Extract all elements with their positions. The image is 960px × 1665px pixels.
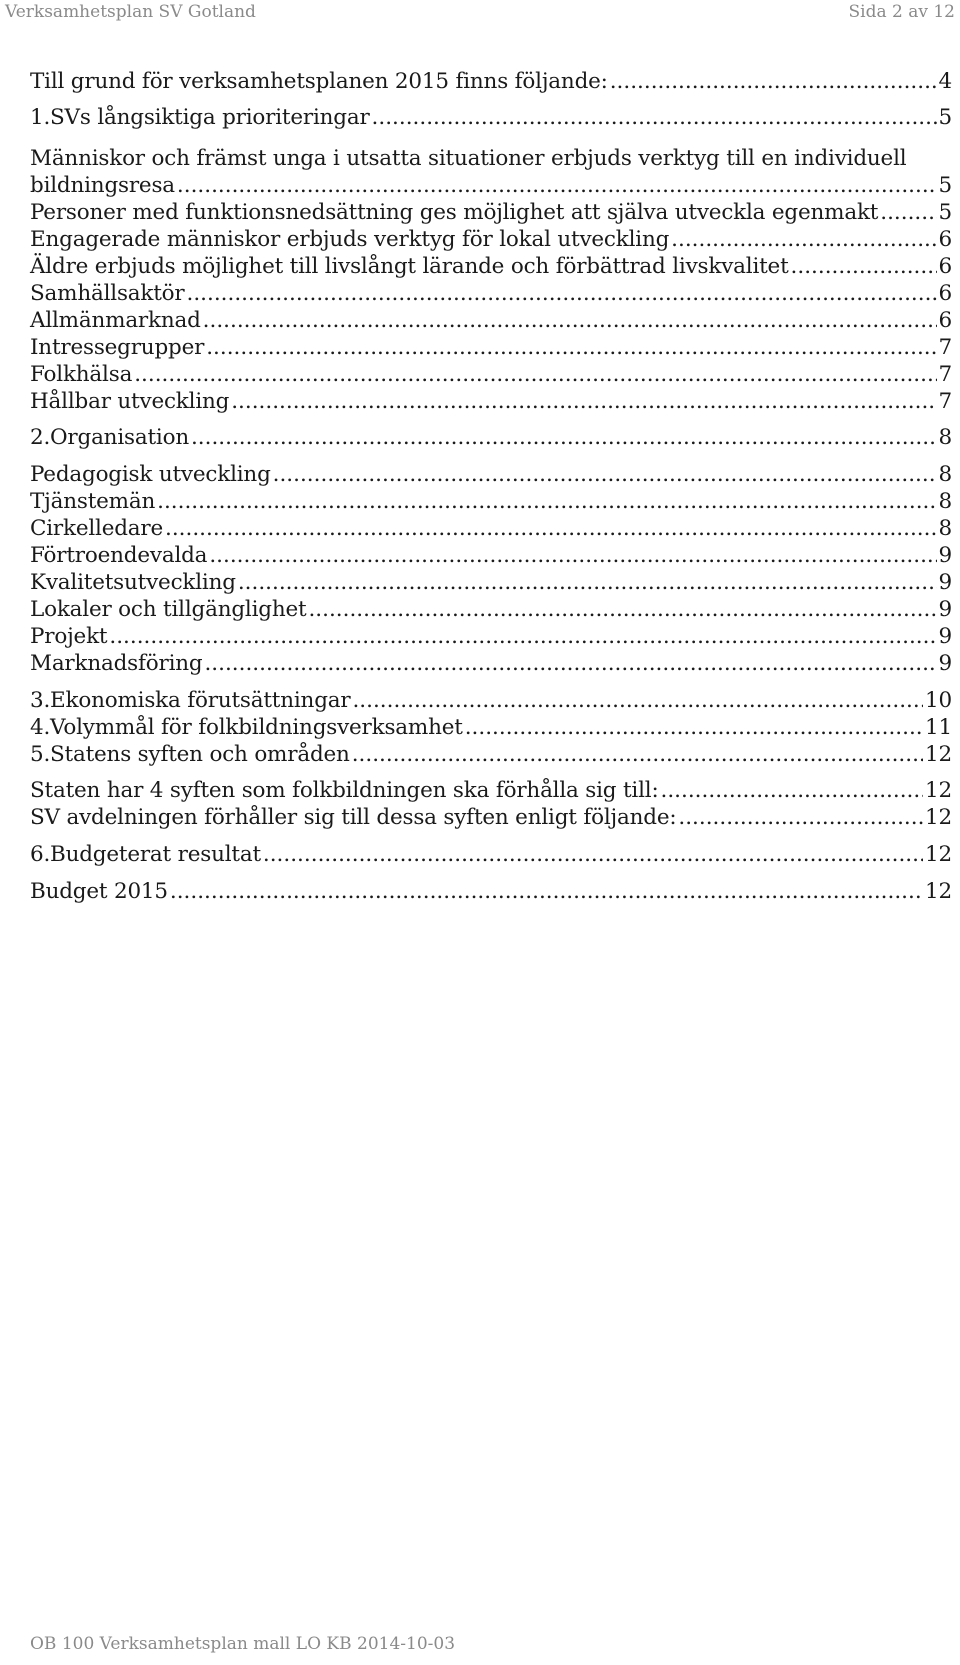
toc-entry-hallbar-utveckling[interactable]: Hållbar utveckling ..... 7 — [30, 388, 952, 416]
toc-page-number: 12 — [925, 805, 952, 830]
toc-entry-statens-syften[interactable]: Staten har 4 syften som folkbildningen ska förhålla sig till: ..... 12 — [30, 777, 952, 805]
toc-entry-section-2[interactable]: 2. Organisation ..... 8 — [30, 424, 952, 452]
toc-entry-lokaler[interactable]: Lokaler och tillgänglighet ..... 9 — [30, 596, 952, 624]
section-number: 5. — [30, 742, 51, 767]
toc-entry-pedagogisk-utveckling[interactable]: Pedagogisk utveckling ..... 8 — [30, 461, 952, 489]
toc-entry-samhallsaktor[interactable]: Samhällsaktör ..... 6 — [30, 280, 952, 308]
toc-entry-fortroendevalda[interactable]: Förtroendevalda ..... 9 — [30, 542, 952, 570]
toc-entry-section-5[interactable]: 5. Statens syften och områden ..... 12 — [30, 741, 952, 769]
toc-entry-folkhalsa[interactable]: Folkhälsa ..... 7 — [30, 361, 952, 389]
toc-entry-unga-line1[interactable]: Människor och främst unga i utsatta situationer erbjuds verktyg till en individuell — [30, 146, 907, 171]
toc-page-number: 6 — [938, 254, 952, 279]
toc-entry-intressegrupper[interactable]: Intressegrupper ..... 7 — [30, 334, 952, 362]
toc-entry-section-3[interactable]: 3. Ekonomiska förutsättningar ..... 10 — [30, 687, 952, 715]
toc-page-number: 8 — [938, 462, 952, 487]
toc-entry-kvalitetsutveckling[interactable]: Kvalitetsutveckling ..... 9 — [30, 569, 952, 597]
section-number: 1. — [30, 105, 51, 130]
toc-page-number: 5 — [938, 173, 952, 198]
page-header — [5, 0, 955, 24]
toc-page-number: 6 — [938, 227, 952, 252]
toc-entry-cirkelledare[interactable]: Cirkelledare ..... 8 — [30, 515, 952, 543]
toc-page-number: 9 — [938, 570, 952, 595]
toc-entry-section-6[interactable]: 6. Budgeterat resultat ..... 12 — [30, 841, 952, 869]
toc-page-number: 12 — [925, 778, 952, 803]
toc-page-number: 12 — [925, 879, 952, 904]
toc-page-number: 8 — [938, 489, 952, 514]
toc-entry-sv-avdelningen[interactable]: SV avdelningen förhåller sig till dessa syften enligt följande: ..... 12 — [30, 804, 952, 832]
toc-page-number: 9 — [938, 543, 952, 568]
toc-page-number: 9 — [938, 597, 952, 622]
toc-page-number: 10 — [925, 688, 952, 713]
toc-page-number: 12 — [925, 742, 952, 767]
toc-page-number: 9 — [938, 651, 952, 676]
toc-page-number: 7 — [938, 389, 952, 414]
toc-entry-budget-2015[interactable]: Budget 2015 ..... 12 — [30, 878, 952, 906]
toc-entry-allmanmarknad[interactable]: Allmänmarknad ..... 6 — [30, 307, 952, 335]
toc-page-number: 6 — [938, 281, 952, 306]
toc-entry-intro[interactable]: Till grund för verksamhetsplanen 2015 finns följande: ..... 4 — [30, 68, 952, 96]
section-number: 3. — [30, 688, 51, 713]
toc-page-number: 8 — [938, 425, 952, 450]
toc-entry-tjansteman[interactable]: Tjänstemän ..... 8 — [30, 488, 952, 516]
toc-page-number: 5 — [938, 105, 952, 130]
toc-entry-marknadsforing[interactable]: Marknadsföring ..... 9 — [30, 650, 952, 678]
toc-entry-section-1[interactable]: 1. SVs långsiktiga prioriteringar ..... 5 — [30, 104, 952, 132]
toc-entry-funktionsnedsattning[interactable]: Personer med funktionsnedsättning ges möjlighet att själva utveckla egenmakt ..... 5 — [30, 199, 952, 227]
toc-entry-lokal-utveckling[interactable]: Engagerade människor erbjuds verktyg för lokal utveckling ..... 6 — [30, 226, 952, 254]
toc-entry-aldre[interactable]: Äldre erbjuds möjlighet till livslångt lärande och förbättrad livskvalitet ..... 6 — [30, 253, 952, 281]
toc-page-number: 6 — [938, 308, 952, 333]
toc-entry-section-4[interactable]: 4. Volymmål för folkbildningsverksamhet ..... 11 — [30, 714, 952, 742]
toc-page-number: 9 — [938, 624, 952, 649]
toc-entry-unga[interactable]: bildningsresa ..... 5 — [30, 172, 952, 200]
toc-entry-projekt[interactable]: Projekt ..... 9 — [30, 623, 952, 651]
toc-page-number: 7 — [938, 362, 952, 387]
toc-page-number: 4 — [938, 69, 952, 94]
toc-page-number: 8 — [938, 516, 952, 541]
toc-page-number: 11 — [925, 715, 952, 740]
toc-page-number: 7 — [938, 335, 952, 360]
section-number: 2. — [30, 425, 51, 450]
page-indicator: Sida 2 av 12 — [848, 2, 955, 22]
section-number: 6. — [30, 842, 51, 867]
section-number: 4. — [30, 715, 51, 740]
toc-page-number: 5 — [938, 200, 952, 225]
toc-page-number: 12 — [925, 842, 952, 867]
document-title: Verksamhetsplan SV Gotland — [5, 2, 256, 22]
page-footer: OB 100 Verksamhetsplan mall LO KB 2014-10-03 — [30, 1634, 456, 1654]
